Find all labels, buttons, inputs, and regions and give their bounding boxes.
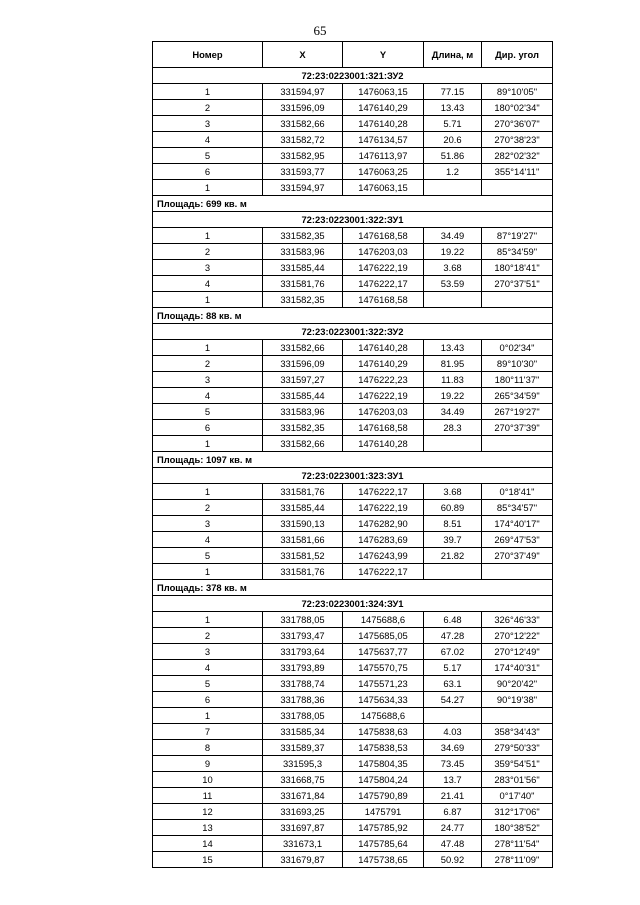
table-row [153, 532, 553, 548]
length-cell: 24.77 [424, 820, 482, 836]
length-cell: 63.1 [424, 676, 482, 692]
table-row [153, 484, 553, 500]
point-number-cell: 3 [153, 516, 263, 532]
x-cell: 331668,75 [263, 772, 343, 788]
table-row [153, 676, 553, 692]
section-title-row [153, 596, 553, 612]
table-row [153, 100, 553, 116]
y-cell: 1475738,65 [343, 852, 424, 868]
angle-cell: 283°01'56" [482, 772, 553, 788]
table-row [153, 564, 553, 580]
table-row [153, 436, 553, 452]
angle-cell: 267°19'27" [482, 404, 553, 420]
x-cell: 331581,66 [263, 532, 343, 548]
table-header [153, 42, 553, 68]
length-cell: 13.43 [424, 100, 482, 116]
point-number-cell: 15 [153, 852, 263, 868]
y-cell: 1475804,24 [343, 772, 424, 788]
length-cell: 53.59 [424, 276, 482, 292]
table-body [153, 68, 553, 868]
x-cell: 331788,36 [263, 692, 343, 708]
point-number-cell: 1 [153, 484, 263, 500]
table-row [153, 708, 553, 724]
y-cell: 1476140,28 [343, 436, 424, 452]
point-number-cell: 3 [153, 372, 263, 388]
y-cell: 1475838,53 [343, 740, 424, 756]
angle-cell: 174°40'17" [482, 516, 553, 532]
y-cell: 1476168,58 [343, 228, 424, 244]
angle-cell: 278°11'54" [482, 836, 553, 852]
length-cell: 6.48 [424, 612, 482, 628]
length-cell: 34.49 [424, 228, 482, 244]
x-cell: 331581,76 [263, 276, 343, 292]
header-length: Длина, м [424, 42, 482, 68]
table-row [153, 804, 553, 820]
y-cell: 1475838,63 [343, 724, 424, 740]
x-cell: 331671,84 [263, 788, 343, 804]
angle-cell [482, 436, 553, 452]
length-cell: 6.87 [424, 804, 482, 820]
point-number-cell: 1 [153, 612, 263, 628]
x-cell: 331582,95 [263, 148, 343, 164]
table-row [153, 516, 553, 532]
table-row [153, 404, 553, 420]
point-number-cell: 4 [153, 132, 263, 148]
x-cell: 331582,72 [263, 132, 343, 148]
x-cell: 331583,96 [263, 244, 343, 260]
table-row [153, 260, 553, 276]
point-number-cell: 2 [153, 356, 263, 372]
point-number-cell: 10 [153, 772, 263, 788]
length-cell: 11.83 [424, 372, 482, 388]
y-cell: 1476243,99 [343, 548, 424, 564]
point-number-cell: 6 [153, 420, 263, 436]
x-cell: 331788,05 [263, 612, 343, 628]
table-row [153, 228, 553, 244]
angle-cell: 312°17'06" [482, 804, 553, 820]
point-number-cell: 5 [153, 548, 263, 564]
x-cell: 331793,64 [263, 644, 343, 660]
y-cell: 1476168,58 [343, 420, 424, 436]
length-cell: 28.3 [424, 420, 482, 436]
table-row [153, 644, 553, 660]
angle-cell: 85°34'59" [482, 244, 553, 260]
page-number: 65 [313, 23, 327, 38]
y-cell: 1475685,05 [343, 628, 424, 644]
table-row [153, 756, 553, 772]
x-cell: 331697,87 [263, 820, 343, 836]
angle-cell: 0°18'41" [482, 484, 553, 500]
angle-cell: 279°50'33" [482, 740, 553, 756]
area-label: Площадь: 378 кв. м [153, 580, 553, 596]
table-row [153, 276, 553, 292]
y-cell: 1476134,57 [343, 132, 424, 148]
length-cell: 1.2 [424, 164, 482, 180]
point-number-cell: 3 [153, 116, 263, 132]
y-cell: 1476140,29 [343, 356, 424, 372]
section-title: 72:23:0223001:322:ЗУ1 [153, 212, 553, 228]
angle-cell: 270°37'51" [482, 276, 553, 292]
point-number-cell: 4 [153, 388, 263, 404]
length-cell: 8.51 [424, 516, 482, 532]
length-cell: 3.68 [424, 260, 482, 276]
point-number-cell: 5 [153, 148, 263, 164]
point-number-cell: 1 [153, 180, 263, 196]
x-cell: 331693,25 [263, 804, 343, 820]
section-title-row [153, 468, 553, 484]
y-cell: 1475688,6 [343, 708, 424, 724]
point-number-cell: 6 [153, 692, 263, 708]
x-cell: 331596,09 [263, 356, 343, 372]
y-cell: 1476283,69 [343, 532, 424, 548]
table-row [153, 292, 553, 308]
angle-cell [482, 180, 553, 196]
angle-cell: 359°54'51" [482, 756, 553, 772]
point-number-cell: 2 [153, 628, 263, 644]
length-cell: 47.28 [424, 628, 482, 644]
table-row [153, 724, 553, 740]
angle-cell: 89°10'05" [482, 84, 553, 100]
table-row [153, 836, 553, 852]
length-cell: 21.41 [424, 788, 482, 804]
y-cell: 1475790,89 [343, 788, 424, 804]
y-cell: 1476222,17 [343, 564, 424, 580]
x-cell: 331593,77 [263, 164, 343, 180]
table-row [153, 692, 553, 708]
point-number-cell: 4 [153, 660, 263, 676]
angle-cell: 355°14'11" [482, 164, 553, 180]
table-row [153, 356, 553, 372]
x-cell: 331582,66 [263, 436, 343, 452]
y-cell: 1475571,23 [343, 676, 424, 692]
y-cell: 1476222,19 [343, 388, 424, 404]
y-cell: 1476222,23 [343, 372, 424, 388]
point-number-cell: 2 [153, 100, 263, 116]
y-cell: 1475637,77 [343, 644, 424, 660]
point-number-cell: 11 [153, 788, 263, 804]
point-number-cell: 2 [153, 500, 263, 516]
x-cell: 331581,76 [263, 484, 343, 500]
table-row [153, 116, 553, 132]
area-label: Площадь: 699 кв. м [153, 196, 553, 212]
point-number-cell: 1 [153, 84, 263, 100]
point-number-cell: 13 [153, 820, 263, 836]
x-cell: 331679,87 [263, 852, 343, 868]
table-row [153, 180, 553, 196]
length-cell [424, 292, 482, 308]
point-number-cell: 2 [153, 244, 263, 260]
area-row [153, 308, 553, 324]
section-title-row [153, 324, 553, 340]
section-title: 72:23:0223001:324:ЗУ1 [153, 596, 553, 612]
length-cell [424, 180, 482, 196]
length-cell: 54.27 [424, 692, 482, 708]
angle-cell [482, 292, 553, 308]
coordinates-table [152, 41, 553, 868]
length-cell: 39.7 [424, 532, 482, 548]
y-cell: 1475804,35 [343, 756, 424, 772]
table-row [153, 388, 553, 404]
length-cell: 21.82 [424, 548, 482, 564]
table-row [153, 132, 553, 148]
point-number-cell: 12 [153, 804, 263, 820]
table-row [153, 340, 553, 356]
table-row [153, 500, 553, 516]
y-cell: 1475785,92 [343, 820, 424, 836]
area-label: Площадь: 1097 кв. м [153, 452, 553, 468]
x-cell: 331589,37 [263, 740, 343, 756]
section-title-row [153, 68, 553, 84]
angle-cell [482, 708, 553, 724]
point-number-cell: 1 [153, 708, 263, 724]
length-cell: 20.6 [424, 132, 482, 148]
table-row [153, 164, 553, 180]
x-cell: 331590,13 [263, 516, 343, 532]
y-cell: 1476113,97 [343, 148, 424, 164]
x-cell: 331582,66 [263, 116, 343, 132]
length-cell [424, 708, 482, 724]
angle-cell: 90°19'38" [482, 692, 553, 708]
table-row [153, 548, 553, 564]
angle-cell: 326°46'33" [482, 612, 553, 628]
y-cell: 1476222,19 [343, 260, 424, 276]
x-cell: 331582,35 [263, 292, 343, 308]
angle-cell: 270°36'07" [482, 116, 553, 132]
length-cell: 34.49 [424, 404, 482, 420]
header-x: X [263, 42, 343, 68]
area-row [153, 452, 553, 468]
x-cell: 331581,52 [263, 548, 343, 564]
angle-cell: 85°34'57" [482, 500, 553, 516]
table-row [153, 740, 553, 756]
length-cell: 5.17 [424, 660, 482, 676]
angle-cell: 0°02'34" [482, 340, 553, 356]
point-number-cell: 1 [153, 228, 263, 244]
length-cell: 5.71 [424, 116, 482, 132]
y-cell: 1475791 [343, 804, 424, 820]
x-cell: 331595,3 [263, 756, 343, 772]
y-cell: 1476222,17 [343, 276, 424, 292]
length-cell: 60.89 [424, 500, 482, 516]
y-cell: 1476140,28 [343, 116, 424, 132]
angle-cell: 270°37'49" [482, 548, 553, 564]
angle-cell: 265°34'59" [482, 388, 553, 404]
area-row [153, 580, 553, 596]
table-row [153, 820, 553, 836]
table-row [153, 660, 553, 676]
length-cell [424, 564, 482, 580]
header-number: Номер [153, 42, 263, 68]
y-cell: 1475634,33 [343, 692, 424, 708]
y-cell: 1476282,90 [343, 516, 424, 532]
y-cell: 1476168,58 [343, 292, 424, 308]
point-number-cell: 1 [153, 436, 263, 452]
section-title: 72:23:0223001:322:ЗУ2 [153, 324, 553, 340]
angle-cell: 270°37'39" [482, 420, 553, 436]
x-cell: 331793,89 [263, 660, 343, 676]
table-row [153, 84, 553, 100]
point-number-cell: 3 [153, 644, 263, 660]
x-cell: 331788,05 [263, 708, 343, 724]
point-number-cell: 6 [153, 164, 263, 180]
y-cell: 1475570,75 [343, 660, 424, 676]
point-number-cell: 1 [153, 340, 263, 356]
section-title: 72:23:0223001:321:ЗУ2 [153, 68, 553, 84]
x-cell: 331594,97 [263, 180, 343, 196]
x-cell: 331585,44 [263, 500, 343, 516]
length-cell: 50.92 [424, 852, 482, 868]
length-cell: 19.22 [424, 244, 482, 260]
x-cell: 331597,27 [263, 372, 343, 388]
length-cell: 81.95 [424, 356, 482, 372]
table-row [153, 788, 553, 804]
x-cell: 331583,96 [263, 404, 343, 420]
angle-cell: 270°12'22" [482, 628, 553, 644]
section-title-row [153, 212, 553, 228]
x-cell: 331596,09 [263, 100, 343, 116]
section-title: 72:23:0223001:323:ЗУ1 [153, 468, 553, 484]
x-cell: 331673,1 [263, 836, 343, 852]
table-row [153, 372, 553, 388]
x-cell: 331585,44 [263, 260, 343, 276]
length-cell: 73.45 [424, 756, 482, 772]
x-cell: 331582,35 [263, 420, 343, 436]
angle-cell: 90°20'42" [482, 676, 553, 692]
y-cell: 1476063,15 [343, 84, 424, 100]
y-cell: 1476063,25 [343, 164, 424, 180]
length-cell: 51.86 [424, 148, 482, 164]
angle-cell: 87°19'27" [482, 228, 553, 244]
length-cell: 34.69 [424, 740, 482, 756]
x-cell: 331585,44 [263, 388, 343, 404]
point-number-cell: 14 [153, 836, 263, 852]
angle-cell: 180°38'52" [482, 820, 553, 836]
y-cell: 1476140,28 [343, 340, 424, 356]
angle-cell: 89°10'30" [482, 356, 553, 372]
point-number-cell: 5 [153, 676, 263, 692]
angle-cell: 270°12'49" [482, 644, 553, 660]
length-cell: 13.7 [424, 772, 482, 788]
length-cell: 77.15 [424, 84, 482, 100]
point-number-cell: 9 [153, 756, 263, 772]
table-row [153, 628, 553, 644]
length-cell: 67.02 [424, 644, 482, 660]
table-row [153, 148, 553, 164]
table-row [153, 852, 553, 868]
y-cell: 1476063,15 [343, 180, 424, 196]
length-cell: 3.68 [424, 484, 482, 500]
x-cell: 331788,74 [263, 676, 343, 692]
point-number-cell: 7 [153, 724, 263, 740]
angle-cell: 269°47'53" [482, 532, 553, 548]
point-number-cell: 4 [153, 276, 263, 292]
length-cell: 13.43 [424, 340, 482, 356]
angle-cell: 180°18'41" [482, 260, 553, 276]
x-cell: 331793,47 [263, 628, 343, 644]
table-row [153, 244, 553, 260]
angle-cell [482, 564, 553, 580]
x-cell: 331582,66 [263, 340, 343, 356]
angle-cell: 358°34'43" [482, 724, 553, 740]
angle-cell: 174°40'31" [482, 660, 553, 676]
y-cell: 1476140,29 [343, 100, 424, 116]
point-number-cell: 1 [153, 564, 263, 580]
x-cell: 331582,35 [263, 228, 343, 244]
length-cell: 19.22 [424, 388, 482, 404]
y-cell: 1475688,6 [343, 612, 424, 628]
table-row [153, 772, 553, 788]
x-cell: 331594,97 [263, 84, 343, 100]
length-cell [424, 436, 482, 452]
header-angle: Дир. угол [482, 42, 553, 68]
angle-cell: 278°11'09" [482, 852, 553, 868]
y-cell: 1475785,64 [343, 836, 424, 852]
y-cell: 1476203,03 [343, 244, 424, 260]
point-number-cell: 8 [153, 740, 263, 756]
table-row [153, 612, 553, 628]
area-label: Площадь: 88 кв. м [153, 308, 553, 324]
x-cell: 331581,76 [263, 564, 343, 580]
point-number-cell: 1 [153, 292, 263, 308]
point-number-cell: 3 [153, 260, 263, 276]
y-cell: 1476222,19 [343, 500, 424, 516]
angle-cell: 282°02'32" [482, 148, 553, 164]
x-cell: 331585,34 [263, 724, 343, 740]
length-cell: 4.03 [424, 724, 482, 740]
angle-cell: 0°17'40" [482, 788, 553, 804]
y-cell: 1476203,03 [343, 404, 424, 420]
header-y: Y [343, 42, 424, 68]
angle-cell: 270°38'23" [482, 132, 553, 148]
area-row [153, 196, 553, 212]
length-cell: 47.48 [424, 836, 482, 852]
point-number-cell: 5 [153, 404, 263, 420]
angle-cell: 180°02'34" [482, 100, 553, 116]
y-cell: 1476222,17 [343, 484, 424, 500]
table-row [153, 420, 553, 436]
point-number-cell: 4 [153, 532, 263, 548]
angle-cell: 180°11'37" [482, 372, 553, 388]
